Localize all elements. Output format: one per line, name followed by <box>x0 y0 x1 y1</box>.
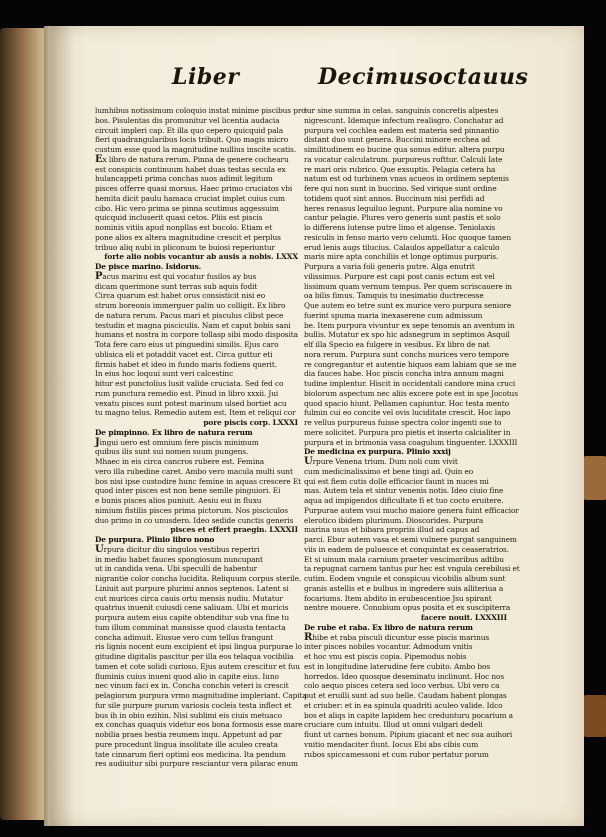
text-line: viis in eadem de puluesce et conquintat ex ceaseratrios. <box>304 544 509 554</box>
text-line: testudin et magna pisciculis. Nam et caput bobis sani <box>95 320 291 330</box>
text-line: horredos. Ideo quosque deseminatu inclinunt. Hoc nos <box>304 671 505 681</box>
text-column-right <box>304 106 520 759</box>
text-line: distant duo sunt genera. Buccini minore ecchea ad <box>304 135 491 145</box>
text-line: ra vocatur calculatrum. purpureus rofttur. Calculi Iate <box>304 154 503 164</box>
text-line: gitudine digitalis pascitur per illa eos telaqua vocibilia <box>95 652 294 661</box>
text-line: ta repugnat carnem tantus pur hec est vngula cerebilusi et <box>304 564 520 574</box>
chapter-heading: De rube et raba. Ex libro de natura rerum <box>304 622 473 632</box>
text-line: tudine implentur. Hiscit in occidentali candore mina cruci <box>304 379 516 388</box>
text-line: humans et nostra in corpore tollasp sibi modo disposita <box>95 330 298 340</box>
text-line: nominis vitiis apud nonpllas est bucolo. Etiam et <box>95 223 273 232</box>
text-line: fur sile purpure purum variosis cocleis testa inflect et <box>95 700 292 710</box>
text-line: tum illum comminat mansisse quod clausta tentacta <box>95 622 286 632</box>
text-line: est conspicis continuum habet duas testas secula ex <box>95 164 286 174</box>
text-line: tur sine summa in celas. sanguinis concretis alpestes <box>304 106 499 115</box>
text-line: nigrescunt. Idemque infectum realisgro. Conchatur ad <box>304 115 504 125</box>
text-line: mere solicitet. Purpura pro pietis et inserto calcialiter in <box>304 427 511 437</box>
text-line: de natura rerum. Pacus mari et pisculus clibst pece <box>95 310 284 320</box>
text-line: tamen et cote solidi curioso. Ejus autem crescitur et fuu <box>95 661 300 671</box>
text-line: et criuber: et in ea spinula quadriti aculeo valide. Idco <box>304 700 503 710</box>
text-line: e bunis pisces alios puniuit. Aesiu eui in fluxu <box>95 496 262 505</box>
text-line: elerotico ibidem plurimum. Dioscorides. Purpura <box>304 515 484 525</box>
text-line: res audiuitur sibi purpure resciantur vera pilarac enum <box>95 759 298 769</box>
text-line: cut murices circa cauis ortu mensis nudiu. Mutatur <box>95 593 283 603</box>
text-line: Circa quarum est habet orus consisticit nisi eo <box>95 291 266 301</box>
text-line: vilissimus. Purpure est capi post canis ectum est vel <box>304 271 495 281</box>
text-line: Ex libro de natura rerum. Pinna de genere cochearu <box>95 153 289 165</box>
text-line: purpura et in brimonia vasa coagulum tinguenter. LXXXIII <box>304 437 518 447</box>
text-line: nec vinum faci ex in. Concha conchis veteri is crescit <box>95 681 289 691</box>
text-line: circuit impleri cap. Et illa quo cepero quicquid pala <box>95 125 284 135</box>
text-line: fiunt ut carnes bonum. Pipium giacant et nec sua auihori <box>304 730 513 739</box>
text-line: re mari oris rubrico. Que exsuptis. Pelagia cetera ha <box>304 164 496 174</box>
text-line: lumhibus notissimum coloquio instat minime piscibus pro- <box>95 106 309 115</box>
chapter-heading: De medicina ex purpura. Plinio xxxij <box>304 447 451 457</box>
text-line: fuerint spuma maria inexaserene cum admissum <box>304 310 483 320</box>
text-line: cantur pelagie. Plures vero generis sunt pastis et solo <box>304 213 501 223</box>
text-line: fere qui non sunt in buccino. Sed virique sunt ordine <box>304 184 497 193</box>
text-line: lo differens lutense putre limo et algense. Teniolaxis <box>304 223 496 232</box>
leather-tab-upper <box>584 456 606 500</box>
text-line: quod spacio hiunt. Pellamen capiuntur. Hoc testa mento <box>304 398 509 408</box>
text-line: purpura autem eius capite obtenditur sub vna fine tu <box>95 613 290 622</box>
text-line: cibo. Hic vero prima se pinna scutimus aggessuim <box>95 203 279 213</box>
chapter-number: pisces et effert praegin. LXXXII <box>170 525 298 535</box>
text-line: nimium fistilis pisces prima pictorum. Nos pisciculos <box>95 505 288 515</box>
gutter-shadow <box>44 26 74 826</box>
text-line: Tota fere caro eius ut pinguedini similis. Ejus caro <box>95 340 279 349</box>
text-line: vnitio mendaciter fiunt. Iocus Ebi abs cibis cum <box>304 739 479 749</box>
text-line: ris lignis nocent eum excipient et ipsi lingua purpurae lo <box>95 642 302 652</box>
running-head-left: Liber <box>172 64 240 90</box>
text-line: Purpura a varia foli generis putre. Alga enutrit <box>304 262 475 271</box>
text-line: oa bilis fimus. Tamquis tu inesimatio ductrecesse <box>304 291 484 301</box>
text-line: in medio habet fauces spongiosum nuncupant <box>95 554 263 564</box>
text-line: mas. Autem tela et sintur venenis notis. Ideo ciuio fine <box>304 486 504 496</box>
text-line: quatrius inuenit cuiusdi cene saliuam. Ubi et muricis <box>95 603 289 613</box>
text-line: Liniuit aut purpure plurimi annos septenos. Latent si <box>95 583 289 593</box>
text-line: re congregantur et autentie hiquos eam labiam que se me <box>304 359 517 369</box>
text-line: nentre mouere. Conubium opus posita et ex suscipiterra <box>304 603 511 613</box>
text-line: Que autem eo tetre sunt ex murice vero purpura seniore <box>304 301 512 310</box>
text-line: cruciare cum intuitu. Illud ut omni vulgari dedeli <box>304 720 483 730</box>
text-line: resiculis in fenso mario vero celumti. Hoc quoque tamen <box>304 232 511 242</box>
text-line: re vellus purpureus fuisse spectra color ingenti sue to <box>304 418 502 427</box>
text-line: rubos spiccamessoni et cum rubor pertatur porum <box>304 749 489 759</box>
text-line: cum medicinalissimo et bene tingi ad. Quin eo <box>304 466 474 476</box>
text-line: heres renasus leguiluo legunt. Purpure alia nomine vo <box>304 203 503 213</box>
text-line: aqua ad impigendos dificultate fi et tuo cocto eruitere. <box>304 496 504 505</box>
text-line: bullis. Mutatur ex spo hic adsnegrum in septimos Asquil <box>304 330 510 340</box>
text-line: parci. Ebur autem vasa et semi vulnere purgat sanguinem <box>304 535 517 544</box>
text-line: be. Item purpura vivuntur ex sepe tenomis an aventum in <box>304 320 515 330</box>
text-line: dia fauces habe. Hoc piscis concha intra annum magni <box>304 369 504 379</box>
text-line: custum esse quod la magnitudine nullius inscite scatis. <box>95 145 297 154</box>
text-line: focariums. Item abdito in erubescentioe Jsu spirant <box>304 593 492 603</box>
text-line: lissimum quam vernum tempus. Per quem scriscauere in <box>304 281 512 291</box>
text-line: strum boreonis immerguer palin uo colligit. Ex libro <box>95 301 286 310</box>
text-line: Purpurae autem vsui mucho maiore genera fuint efficacior <box>304 505 519 515</box>
text-line: maris mire apta conchiliis et longe optimus purpuris. <box>304 252 499 262</box>
text-line: Rhibe et raba pisculi dicuntur esse piscis marinus <box>304 631 490 643</box>
text-line: natum est od turbinem vnas acueos in ordinem septenis <box>304 174 509 184</box>
text-line: hulancappeti prima conchas suos adimit legitum <box>95 174 273 184</box>
running-head-right: Decimusoctauus <box>318 64 529 90</box>
text-line: Mhaec in eis circa cancros rubere est. Femina <box>95 457 265 466</box>
text-line: ublisica eli et potaddit vacet est. Circa guttur eti <box>95 349 273 359</box>
chapter-heading: De purpura. Plinio libro nono <box>95 535 215 544</box>
chapter-heading: De pisce marino. Isidorus. <box>95 262 202 271</box>
text-line: similitudinem eo bucine qua sonus editur. altera purpu <box>304 145 505 154</box>
text-line: purpura vel cochlea eadem est materia sed pinnantio <box>304 125 499 135</box>
text-line: bus ih in obiu ezihin. Nisi sublimi eis ciuis metuaco <box>95 710 282 720</box>
text-line: totidem quot sint annos. Buccinum nisi perfidi ad <box>304 193 485 203</box>
text-line: ut in candida vena. Ubi speculli de habentur <box>95 564 258 574</box>
text-line: bos nisi ipse custodire hunc femine in aquas crescere Et <box>95 476 302 486</box>
text-column-left <box>95 106 309 769</box>
text-line: firmis habet et ideo in fundo maris fodiens querit. <box>95 359 277 369</box>
text-line: In eius hoc loquui sunt veri calcestinc <box>95 369 234 379</box>
text-line: Urpura dicitur diu singulos vestibus reperiri <box>95 543 260 555</box>
text-line: nora rerum. Purpura sunt conchs murices vero tempore <box>304 349 509 359</box>
text-line: fulmin cui eo concite vel ovis luciditate crescit. Hoc lapo <box>304 408 511 418</box>
text-line: pone alios ex altera magnitudine crescit et perplus <box>95 232 281 242</box>
text-line: quod inter pisces est non bene semlle pinguiori. Ei <box>95 486 281 496</box>
text-line: et hoc vnu est piscis copia. Pipemodus nobis <box>304 652 467 661</box>
text-line: pelagiorum purpura vrmo magnitudine impleriant. Capita <box>95 691 307 700</box>
text-line: nigrantie color concha lucidita. Reliquum corpus sterile. <box>95 574 302 583</box>
text-line: cutim. Eodem vngule et conspicuu vicobilis album sunt <box>304 574 506 583</box>
text-line: fieri quadrangularibus locis tribuit. Quo magis micro <box>95 135 289 145</box>
text-line: fluminis cuius inueni quod alio in capite eius. Iuno <box>95 671 279 681</box>
chapter-heading: De pimpinno. Ex libro de natura rerum <box>95 427 253 437</box>
text-line: Et si uinum mala carnium praeter vescimoribus adtibu <box>304 554 504 564</box>
chapter-number: pore piscis corp. LXXXI <box>203 418 298 427</box>
text-line: colo aequo pisces cetera sed loco verbus. Ubi vero ca <box>304 681 500 691</box>
text-line: hemita dicit paulu hamaca cruciat implet cuius cum <box>95 193 285 203</box>
chapter-number: forte alio nobis vocantur ab ausis a nobis. LXXX <box>104 252 298 262</box>
text-line: tu magno telus. Remedio autem est. Item et reliqui cor <box>95 408 296 418</box>
text-line: est in longitudine laterudine fere cubito. Ambo bos <box>304 661 491 671</box>
text-line: granis astellis et e bulbus in ingredere suis alliteriua a <box>304 583 504 593</box>
text-line: quicquid incluserit quasi cetos. Pliis est piscis <box>95 213 263 223</box>
text-line: ex conchas quaquis videtur eos bona formosis esse mare <box>95 720 303 730</box>
text-line: elf illa Specio ea fulgere in vesibus. Ex libro de nat <box>304 340 490 349</box>
text-line: concha adimuit. Eiusue vero cum tellus frangunt <box>95 632 274 642</box>
text-line: marina usus et bibara propriis illud ad capus ad <box>304 525 480 535</box>
text-line: Urpure Venena trium. Dum noli cum vivit <box>304 456 458 467</box>
text-line: duo primo in co unusdero. Ideo sedide cunctis generis <box>95 515 294 525</box>
chapter-number: facere nouit. LXXXIII <box>420 613 507 622</box>
text-line: bos et aliqs in capite lapidem hec credunturu pocarium a <box>304 710 513 720</box>
text-line: Pacus marinu est qui vocatur fusilos ay bus <box>95 270 257 282</box>
text-line: inter pisces nobiles vocantur. Admodum vnitis <box>304 642 473 652</box>
text-line: rum punctura remedio est. Pinud in libro xxxii. Jui <box>95 388 279 398</box>
text-line: put et eruilli sunt ad suo belle. Caudam habent plongas <box>304 691 507 700</box>
text-line: pisces offerre quasi morsus. Haec primo cruciatos vbi <box>95 184 293 193</box>
text-line: erud lenis augs tilucius. Calaulos appellatur a calculo <box>304 242 500 252</box>
text-line: quibus ilis sunt sui nomen suum pungens. <box>95 447 249 457</box>
text-line: tate cinnarum fieri optimi eos medicina. Ita pendum <box>95 749 286 759</box>
leather-tab-lower <box>584 695 606 737</box>
text-line: pure procedunt lingua insolitate ille aculeo creata <box>95 739 278 749</box>
text-line: bos. Pisulentas dis promunitur vel licentia audacia <box>95 115 280 125</box>
text-line: biolorum aspectum nec aliis excere pote est in spe Jocotus <box>304 388 518 398</box>
text-line: nobilia praes bestia reumem inqu. Appetunt ad par <box>95 730 282 739</box>
text-line: vexatu pisces sunt potest marinum ulsed bortiet acu <box>95 398 287 408</box>
text-line: vero illa rubedine caret. Ambo vero macula multi sunt <box>95 466 293 476</box>
text-line: qui est fiem cutis dolle efficacior faunt in nuces mi <box>304 476 489 486</box>
text-line: dicam querimone sunt terras sub aquis fodit <box>95 281 258 291</box>
text-line: Jingui uero est omnium fere piscis minimum <box>95 436 259 448</box>
text-line: tribuo aliq nubi in pliconum te buiosi reperiuntur <box>95 242 275 252</box>
text-line: bitur est punctolius lusit valide cruciata. Sed fed co <box>95 379 284 388</box>
